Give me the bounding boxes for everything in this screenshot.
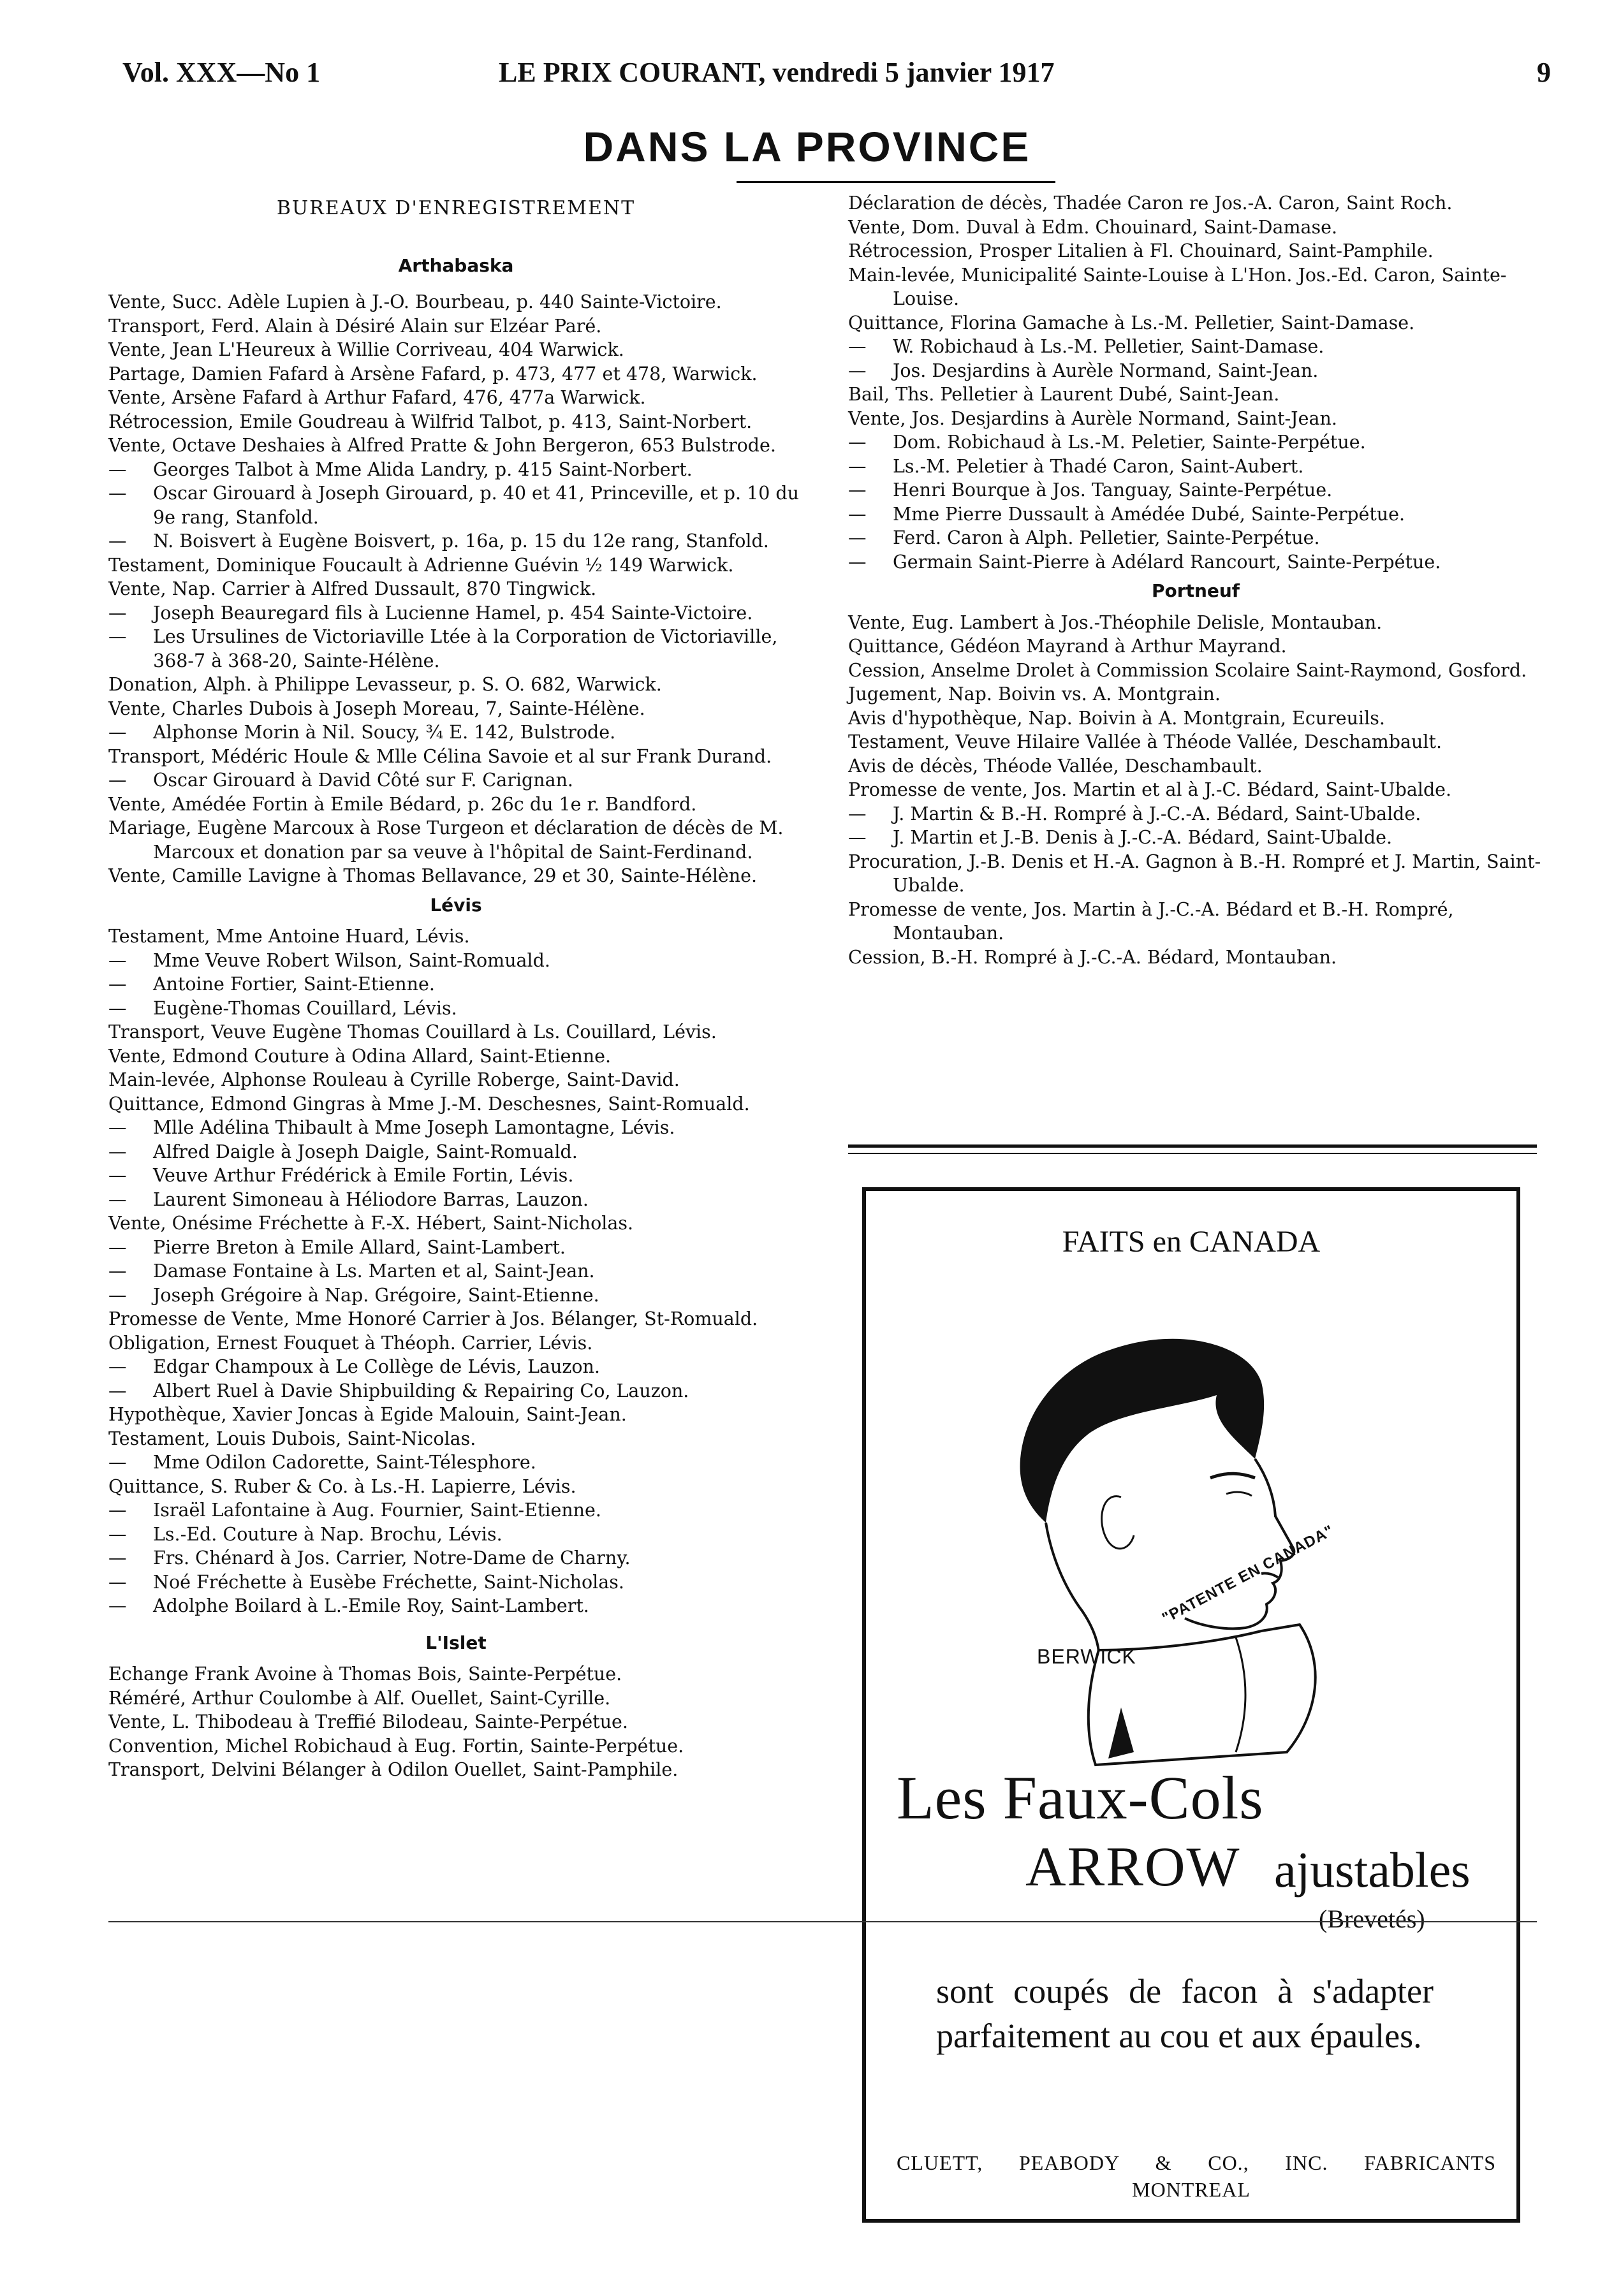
registry-entry: — Israël Lafontaine à Aug. Fournier, Saint-Etienne. [108,1498,803,1523]
registry-entry: Testament, Louis Dubois, Saint-Nicolas. [108,1428,476,1449]
registry-entry: Cession, B.-H. Rompré à J.-C.-A. Bédard, Montauban. [848,946,1337,968]
registry-entry: Cession, Anselme Drolet à Commission Scolaire Saint-Raymond, Gosford. [848,659,1527,681]
registry-entry: — Germain Saint-Pierre à Adélard Rancourt, Sainte-Perpétue. [848,550,1543,574]
registry-entry: Vente, Eug. Lambert à Jos.-Théophile Delisle, Montauban. [848,611,1383,633]
registry-entry: Mariage, Eugène Marcoux à Rose Turgeon et déclaration de décès de M. Marcoux et donation par sa veuve à l'hôpital de Saint-Ferdinand. [108,817,784,863]
registry-entry: — Frs. Chénard à Jos. Carrier, Notre-Dame de Charny. [108,1546,803,1570]
arthabaska-list [108,290,803,888]
registry-entry: Testament, Dominique Foucault à Adrienne Guévin ½ 149 Warwick. [108,554,734,576]
registry-entry: Réméré, Arthur Coulombe à Alf. Ouellet, Saint-Cyrille. [108,1687,611,1709]
title-underline [737,181,1055,183]
registry-entry: — Joseph Beauregard fils à Lucienne Hamel, p. 454 Sainte-Victoire. [108,601,803,625]
registry-entry: Vente, Dom. Duval à Edm. Chouinard, Saint-Damase. [848,216,1338,238]
registry-entry: — Mme Pierre Dussault à Amédée Dubé, Sainte-Perpétue. [848,502,1543,527]
registry-entry: — Joseph Grégoire à Nap. Grégoire, Saint-Etienne. [108,1283,803,1308]
registry-entry: — Alfred Daigle à Joseph Daigle, Saint-Romuald. [108,1140,803,1164]
registry-entry: Quittance, Edmond Gingras à Mme J.-M. Deschesnes, Saint-Romuald. [108,1093,750,1115]
registry-entry: — Les Ursulines de Victoriaville Ltée à la Corporation de Victoriaville, 368-7 à 368-20, Sainte-Hélène. [108,625,803,673]
registry-entry: — Ls.-M. Peletier à Thadé Caron, Saint-Aubert. [848,455,1543,479]
page-number: 9 [1537,57,1551,88]
registry-entry: Déclaration de décès, Thadée Caron re Jos.-A. Caron, Saint Roch. [848,193,1453,214]
section-heading-lislet: L'Islet [425,1632,487,1653]
portneuf-list [848,611,1543,970]
registry-entry: Echange Frank Avoine à Thomas Bois, Sainte-Perpétue. [108,1664,622,1685]
registry-entry: Vente, L. Thibodeau à Treffié Bilodeau, Sainte-Perpétue. [108,1711,628,1732]
registry-entry: Vente, Arsène Fafard à Arthur Fafard, 476, 477a Warwick. [108,387,646,408]
registry-entry: — Oscar Girouard à David Côté sur F. Carignan. [108,768,803,793]
registry-entry: Transport, Médéric Houle & Mlle Célina Savoie et al sur Frank Durand. [108,745,772,767]
section-heading-portneuf: Portneuf [1152,580,1240,601]
lislet-list [108,1662,803,1782]
registry-entry: Quittance, S. Ruber & Co. à Ls.-H. Lapierre, Lévis. [108,1475,576,1497]
registry-entry: Rétrocession, Emile Goudreau à Wilfrid Talbot, p. 413, Saint-Norbert. [108,411,752,432]
registry-entry: — Albert Ruel à Davie Shipbuilding & Repairing Co, Lauzon. [108,1379,803,1403]
arrow-collar-advertisement [862,1187,1520,2223]
registry-entry: Quittance, Gédéon Mayrand à Arthur Mayrand. [848,636,1287,657]
registry-entry: — Veuve Arthur Frédérick à Emile Fortin, Lévis. [108,1164,803,1188]
registry-entry: Testament, Mme Antoine Huard, Lévis. [108,926,470,947]
registry-entry: Main-levée, Municipalité Sainte-Louise à L'Hon. Jos.-Ed. Caron, Sainte-Louise. [848,264,1507,309]
registry-entry: Vente, Onésime Fréchette à F.-X. Hébert, Saint-Nicholas. [108,1213,634,1234]
ad-arrow-brand: ARROW [1025,1836,1241,1898]
registry-entry: Vente, Succ. Adèle Lupien à J.-O. Bourbeau, p. 440 Sainte-Victoire. [108,291,722,312]
ad-headline: Les Faux-Cols [897,1764,1264,1832]
registry-entry: Vente, Edmond Couture à Odina Allard, Saint-Etienne. [108,1045,612,1067]
page-fold-line [108,1921,1537,1922]
registry-entry: — J. Martin & B.-H. Rompré à J.-C.-A. Bédard, Saint-Ubalde. [848,802,1543,826]
registry-entry: — Adolphe Boilard à L.-Emile Roy, Saint-Lambert. [108,1594,803,1618]
registry-entry: — Alphonse Morin à Nil. Soucy, ¾ E. 142, Bulstrode. [108,720,803,745]
man-profile-illustration [879,1268,1511,1771]
volume-number: Vol. XXX—No 1 [122,57,321,88]
ad-brand-label: BERWICK [1037,1645,1136,1668]
registry-entry: — Georges Talbot à Mme Alida Landry, p. 415 Saint-Norbert. [108,458,803,482]
registry-entry: Vente, Jos. Desjardins à Aurèle Normand, Saint-Jean. [848,407,1337,429]
registry-entry: Jugement, Nap. Boivin vs. A. Montgrain. [848,684,1221,705]
registry-entry: Transport, Veuve Eugène Thomas Couillard à Ls. Couillard, Lévis. [108,1021,717,1042]
registry-entry: Promesse de Vente, Mme Honoré Carrier à Jos. Bélanger, St-Romuald. [108,1308,758,1329]
registry-entry: Vente, Jean L'Heureux à Willie Corriveau, 404 Warwick. [108,339,624,360]
registry-entry: — Dom. Robichaud à Ls.-M. Peletier, Sainte-Perpétue. [848,430,1543,455]
registry-entry: Avis de décès, Théode Vallée, Deschambault. [848,755,1263,777]
ad-top-rule-thin [848,1153,1537,1154]
registry-entry: Main-levée, Alphonse Rouleau à Cyrille Roberge, Saint-David. [108,1069,680,1090]
ad-manufacturer: CLUETT, PEABODY & CO., INC. FABRICANTS [897,2151,1496,2174]
section-heading-levis: Lévis [430,894,482,916]
registry-entry: — J. Martin et J.-B. Denis à J.-C.-A. Bédard, Saint-Ubalde. [848,826,1543,850]
registry-entry: — Noé Fréchette à Eusèbe Fréchette, Saint-Nicholas. [108,1570,803,1595]
running-header [122,56,1551,101]
registry-entry: — Edgar Champoux à Le Collège de Lévis, Lauzon. [108,1355,803,1379]
registry-entry: — Pierre Breton à Emile Allard, Saint-Lambert. [108,1236,803,1260]
registry-entry: — Eugène-Thomas Couillard, Lévis. [108,997,803,1021]
bureaux-heading: BUREAUX D'ENREGISTREMENT [276,197,636,219]
registry-entry: — W. Robichaud à Ls.-M. Pelletier, Saint-Damase. [848,335,1543,359]
right-column [848,191,1543,969]
registry-entry: Transport, Ferd. Alain à Désiré Alain sur Elzéar Paré. [108,315,602,337]
levis-list [108,925,803,1618]
ad-description: sont coupés de facon à s'adapter parfaitement au cou et aux épaules. [936,1972,1434,2055]
registry-entry: Avis d'hypothèque, Nap. Boivin à A. Montgrain, Ecureuils. [848,707,1385,729]
registry-entry: — N. Boisvert à Eugène Boisvert, p. 16a, p. 15 du 12e rang, Stanfold. [108,529,803,553]
registry-entry: Vente, Amédée Fortin à Emile Bédard, p. 26c du 1e r. Bandford. [108,793,697,815]
registry-entry: — Jos. Desjardins à Aurèle Normand, Saint-Jean. [848,359,1543,383]
registry-entry: — Laurent Simoneau à Héliodore Barras, Lauzon. [108,1188,803,1212]
registry-entry: Bail, Ths. Pelletier à Laurent Dubé, Saint-Jean. [848,384,1280,405]
ad-made-in-canada: FAITS en CANADA [1062,1225,1321,1259]
registry-entry: Testament, Veuve Hilaire Vallée à Théode Vallée, Deschambault. [848,731,1442,752]
registry-entry: Transport, Delvini Bélanger à Odilon Ouellet, Saint-Pamphile. [108,1759,679,1780]
registry-entry: — Ls.-Ed. Couture à Nap. Brochu, Lévis. [108,1523,803,1547]
ad-city: MONTREAL [1132,2178,1251,2201]
left-column [108,191,803,1782]
registry-entry: — Damase Fontaine à Ls. Marten et al, Saint-Jean. [108,1259,803,1283]
registry-entry: Promesse de vente, Jos. Martin et al à J.-C. Bédard, Saint-Ubalde. [848,779,1452,800]
registry-entry: Vente, Camille Lavigne à Thomas Bellavance, 29 et 30, Sainte-Hélène. [108,865,758,886]
registry-entry: Hypothèque, Xavier Joncas à Egide Malouin, Saint-Jean. [108,1404,627,1425]
section-heading-arthabaska: Arthabaska [398,254,514,276]
registry-entry: Quittance, Florina Gamache à Ls.-M. Pelletier, Saint-Damase. [848,312,1415,333]
registry-entry: — Mme Veuve Robert Wilson, Saint-Romuald. [108,949,803,973]
ad-adjustable: ajustables [1274,1842,1471,1897]
registry-entry: Vente, Charles Dubois à Joseph Moreau, 7, Sainte-Hélène. [108,698,645,719]
page-title: DANS LA PROVINCE [583,123,1031,170]
ad-top-rule [848,1144,1537,1148]
registry-entry: — Mme Odilon Cadorette, Saint-Télesphore. [108,1451,803,1475]
registry-entry: Convention, Michel Robichaud à Eug. Fortin, Sainte-Perpétue. [108,1735,684,1757]
registry-entry: — Henri Bourque à Jos. Tanguay, Sainte-Perpétue. [848,478,1543,502]
lislet-continued-list [848,191,1543,574]
registry-entry: — Oscar Girouard à Joseph Girouard, p. 40 et 41, Princeville, et p. 10 du 9e rang, Stanfold. [108,481,803,529]
registry-entry: Procuration, J.-B. Denis et H.-A. Gagnon à B.-H. Rompré et J. Martin, Saint-Ubalde. [848,851,1541,896]
registry-entry: — Antoine Fortier, Saint-Etienne. [108,972,803,997]
registry-entry: — Mlle Adélina Thibault à Mme Joseph Lamontagne, Lévis. [108,1116,803,1140]
registry-entry: Vente, Octave Deshaies à Alfred Pratte & John Bergeron, 653 Bulstrode. [108,435,776,456]
registry-entry: Partage, Damien Fafard à Arsène Fafard, p. 473, 477 et 478, Warwick. [108,363,758,384]
registry-entry: — Ferd. Caron à Alph. Pelletier, Sainte-Perpétue. [848,526,1543,550]
registry-entry: Donation, Alph. à Philippe Levasseur, p. S. O. 682, Warwick. [108,674,662,695]
registry-entry: Obligation, Ernest Fouquet à Théoph. Carrier, Lévis. [108,1332,593,1354]
registry-entry: Rétrocession, Prosper Litalien à Fl. Chouinard, Saint-Pamphile. [848,240,1434,261]
registry-entry: Vente, Nap. Carrier à Alfred Dussault, 870 Tingwick. [108,578,597,599]
ad-patent-label: "PATENTE EN CANADA" [1159,1521,1337,1627]
publication-line: LE PRIX COURANT, vendredi 5 janvier 1917 [499,57,1055,88]
registry-entry: Promesse de vente, Jos. Martin à J.-C.-A. Bédard et B.-H. Rompré, Montauban. [848,898,1454,944]
ad-patented: (Brevetés) [1319,1905,1425,1933]
